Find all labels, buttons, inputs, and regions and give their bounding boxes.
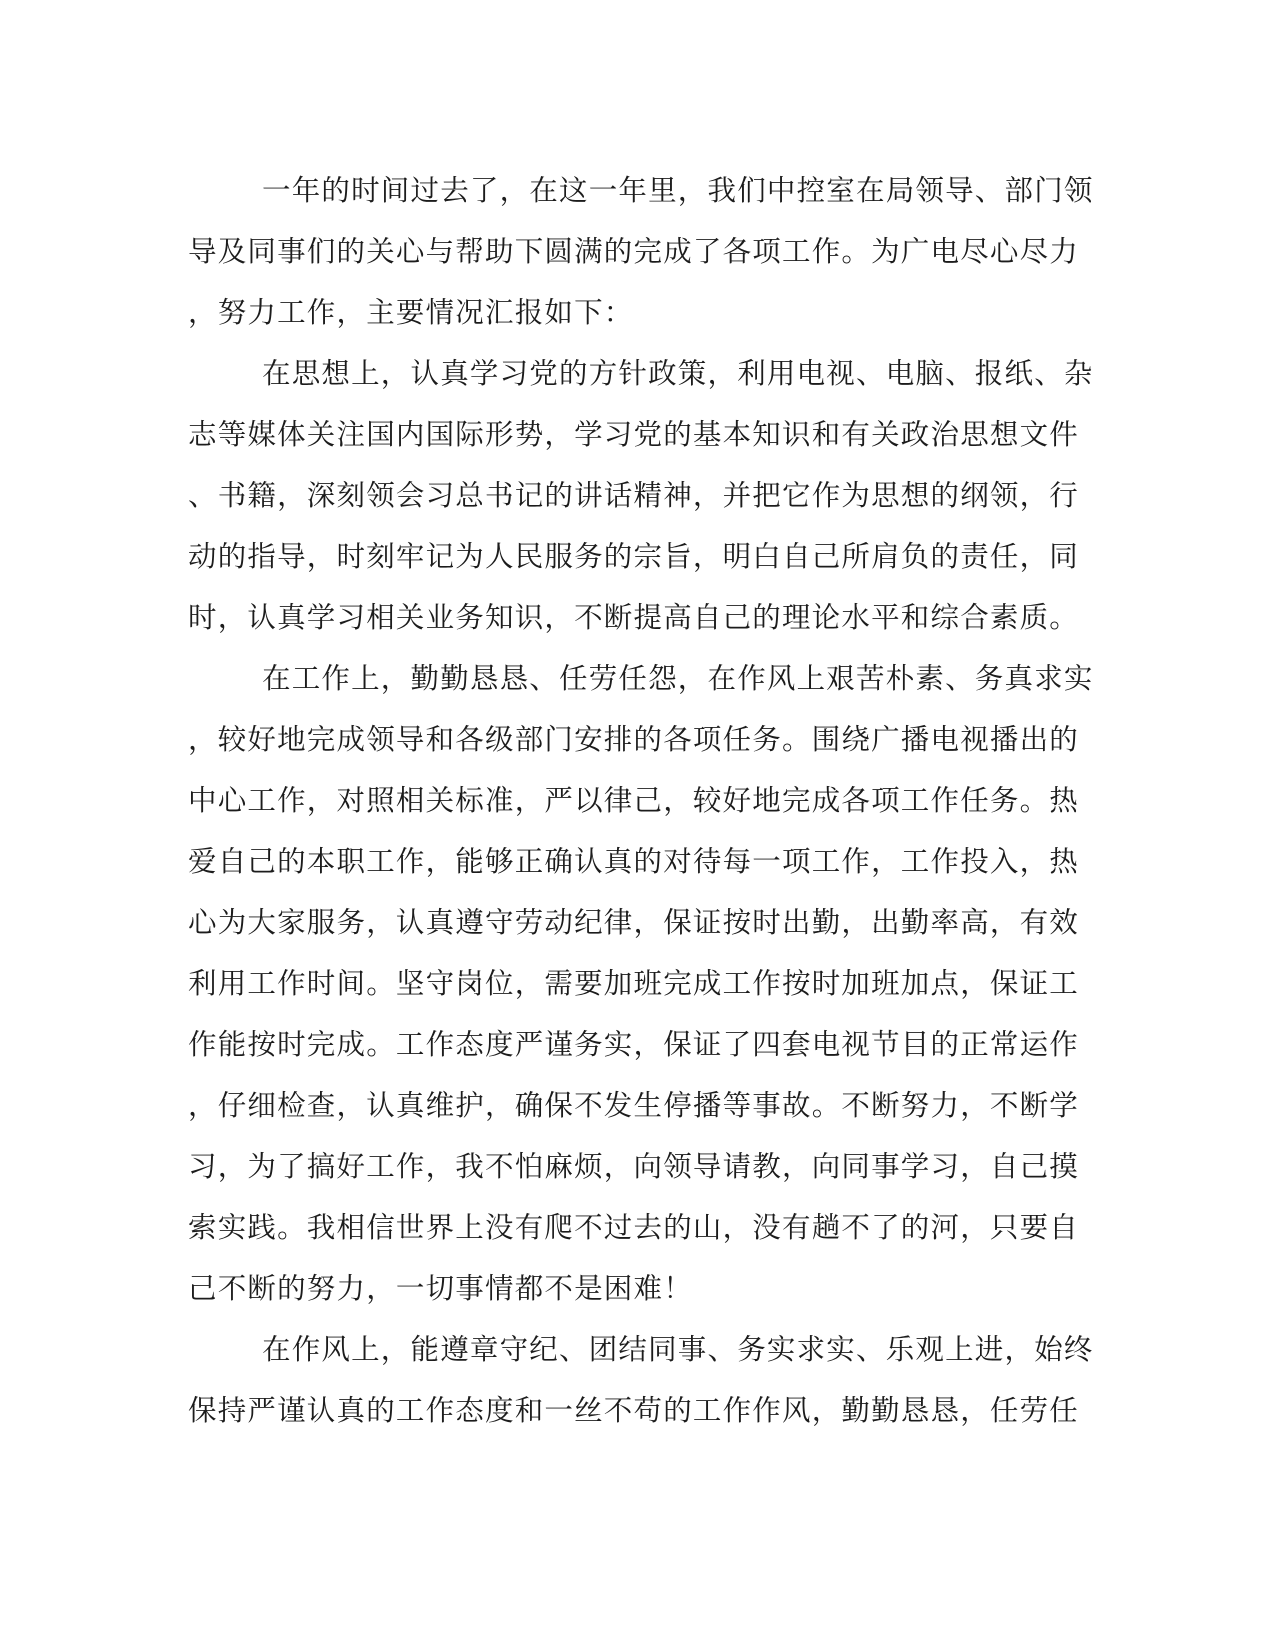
paragraph-3-line-4: 爱自己的本职工作，能够正确认真的对待每一项工作，工作投入，热 bbox=[188, 845, 1080, 878]
paragraph-3-line-5: 心为大家服务，认真遵守劳动纪律，保证按时出勤，出勤率高，有效 bbox=[188, 906, 1080, 939]
paragraph-4-line-2: 保持严谨认真的工作态度和一丝不苟的工作作风，勤勤恳恳，任劳任 bbox=[188, 1394, 1080, 1427]
paragraph-3-line-1: 在工作上，勤勤恳恳、任劳任怨，在作风上艰苦朴素、务真求实 bbox=[262, 662, 1094, 695]
paragraph-3-line-10: 索实践。我相信世界上没有爬不过去的山，没有趟不了的河，只要自 bbox=[188, 1211, 1080, 1244]
paragraph-3-line-2: ，较好地完成领导和各级部门安排的各项任务。围绕广播电视播出的 bbox=[188, 723, 1080, 756]
paragraph-1-line-3: ，努力工作，主要情况汇报如下： bbox=[188, 296, 634, 329]
paragraph-4-line-1: 在作风上，能遵章守纪、团结同事、务实求实、乐观上进，始终 bbox=[262, 1333, 1094, 1366]
paragraph-2-line-5: 时，认真学习相关业务知识，不断提高自己的理论水平和综合素质。 bbox=[188, 601, 1080, 634]
document-body bbox=[188, 160, 1094, 1441]
paragraph-3-line-6: 利用工作时间。坚守岗位，需要加班完成工作按时加班加点，保证工 bbox=[188, 967, 1080, 1000]
paragraph-1-line-2: 导及同事们的关心与帮助下圆满的完成了各项工作。为广电尽心尽力 bbox=[188, 235, 1080, 268]
paragraph-3-line-11: 己不断的努力，一切事情都不是困难！ bbox=[188, 1272, 693, 1305]
paragraph-2-line-1: 在思想上，认真学习党的方针政策，利用电视、电脑、报纸、杂 bbox=[262, 357, 1094, 390]
paragraph-3-line-9: 习，为了搞好工作，我不怕麻烦，向领导请教，向同事学习，自己摸 bbox=[188, 1150, 1080, 1183]
paragraph-3-line-7: 作能按时完成。工作态度严谨务实，保证了四套电视节目的正常运作 bbox=[188, 1028, 1080, 1061]
paragraph-3-line-3: 中心工作，对照相关标准，严以律己，较好地完成各项工作任务。热 bbox=[188, 784, 1080, 817]
paragraph-3-line-8: ，仔细检查，认真维护，确保不发生停播等事故。不断努力，不断学 bbox=[188, 1089, 1080, 1122]
paragraph-1-line-1: 一年的时间过去了，在这一年里，我们中控室在局领导、部门领 bbox=[262, 174, 1094, 207]
paragraph-2-line-3: 、书籍，深刻领会习总书记的讲话精神，并把它作为思想的纲领，行 bbox=[188, 479, 1080, 512]
paragraph-2-line-2: 志等媒体关注国内国际形势，学习党的基本知识和有关政治思想文件 bbox=[188, 418, 1080, 451]
paragraph-2-line-4: 动的指导，时刻牢记为人民服务的宗旨，明白自己所肩负的责任，同 bbox=[188, 540, 1080, 573]
